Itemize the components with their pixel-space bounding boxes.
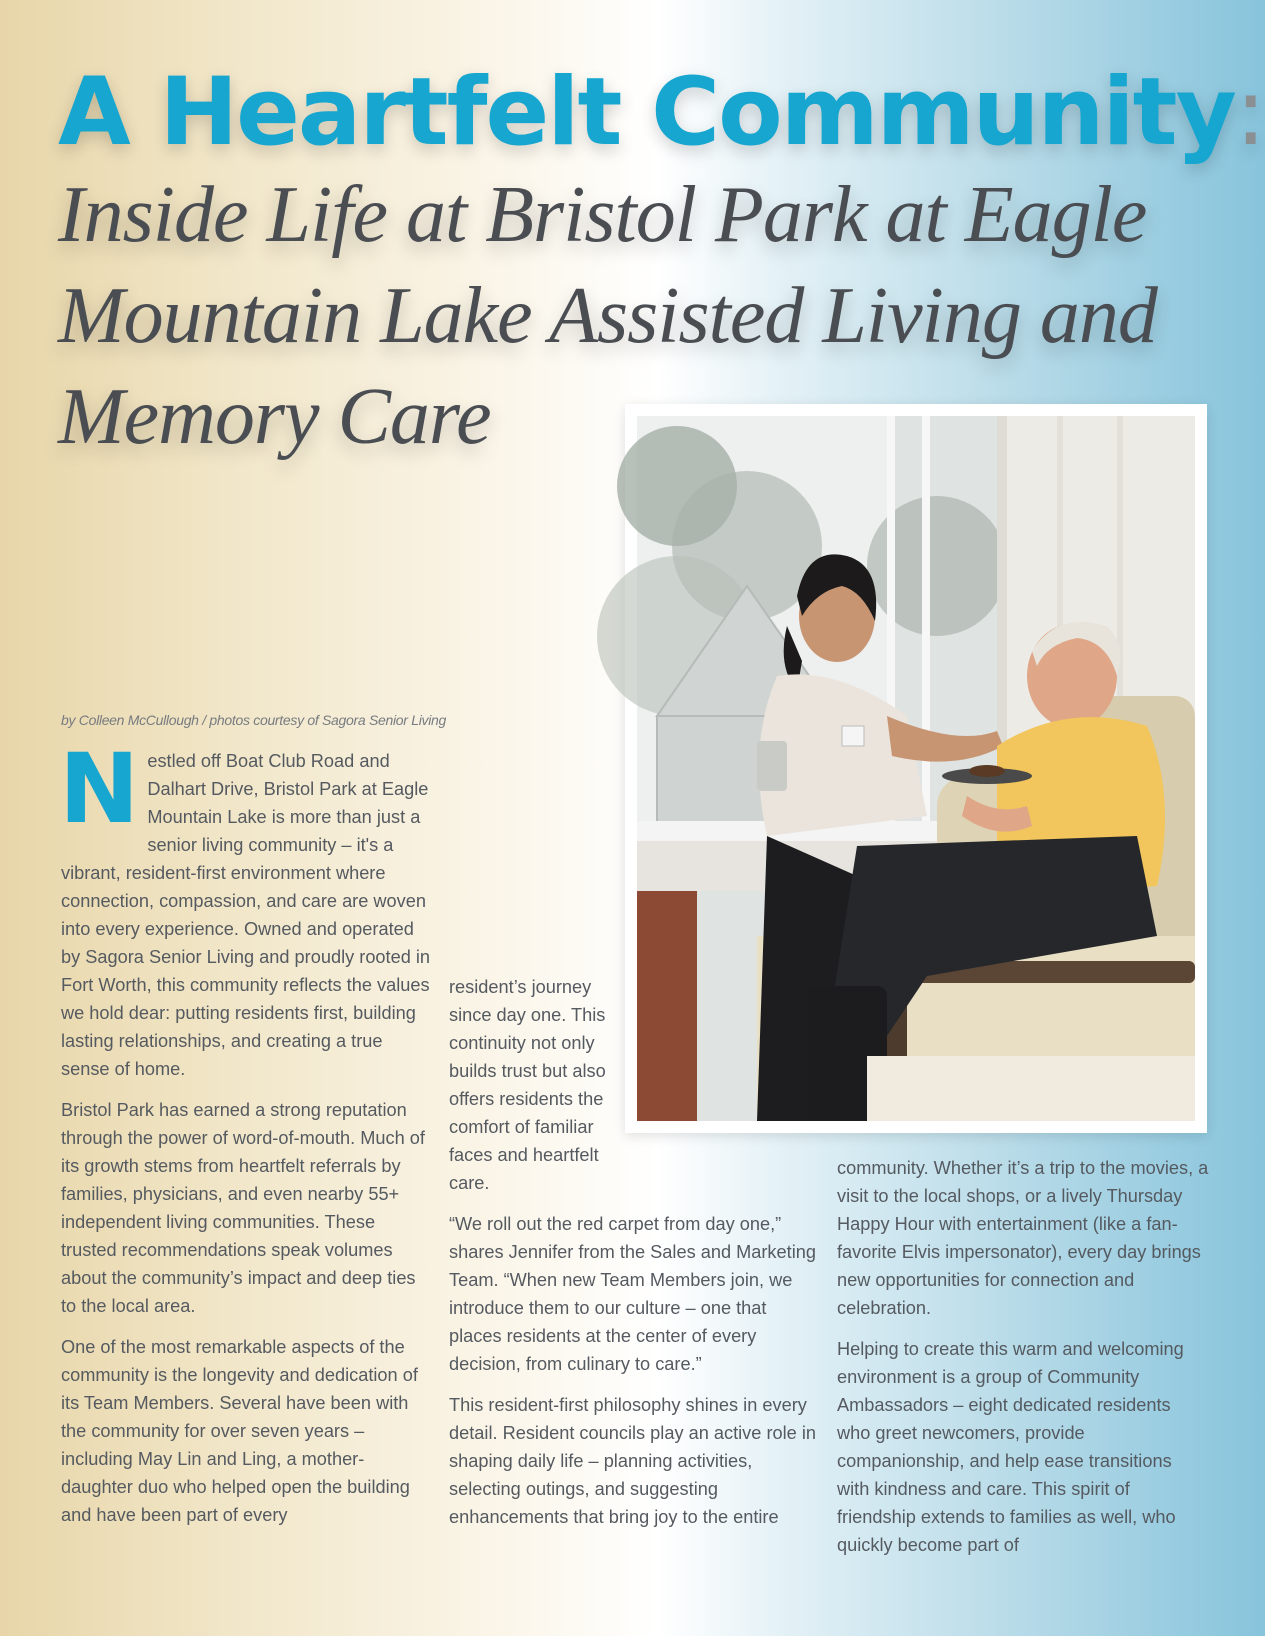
article-subtitle: Inside Life at Bristol Park at Eagle Mountain Lake Assisted Living and Memory Care: [58, 171, 1157, 461]
paragraph: “We roll out the red carpet from day one,” shares Jennifer from the Sales and Marketing Team. “When new Team Members join, we introduce them to our culture – one that places residents at the center of every decision, from culinary to care.”: [449, 1214, 816, 1374]
article-title-text: A Heartfelt Community: [58, 58, 1235, 167]
paragraph: One of the most remarkable aspects of the community is the longevity and dedication of its Team Members. Several have been with the community for over seven years –including May Lin and Ling, a mother-daughter duo who helped open the building and have been part of every: [61, 1337, 418, 1525]
article-column-3: [837, 1154, 1209, 1572]
paragraph: This resident-first philosophy shines in every detail. Resident councils play an active role in shaping daily life – planning activities, selecting outings, and suggesting enhancements that bring joy to the entire: [449, 1395, 816, 1527]
paragraph: Bristol Park has earned a strong reputation through the power of word-of-mouth. Much of its growth stems from heartfelt referrals by families, physicians, and even nearby 55+ independent living communities. These trusted recommendations speak volumes about the community’s impact and deep ties to the local area.: [61, 1100, 425, 1316]
article-title-colon: :: [1234, 58, 1265, 167]
article-column-2: [449, 973, 821, 1544]
paragraph-text: estled off Boat Club Road and Dalhart Drive, Bristol Park at Eagle Mountain Lake is more than just a senior living community – it's a vibrant, resident-first environment where connection, compassion, and care are woven into every experience. Owned and operated by Sagora Senior Living and proudly rooted in Fort Worth, this community reflects the values we hold dear: putting residents first, building lasting relationships, and creating a true sense of home.: [61, 751, 431, 1079]
paragraph: [59, 733, 433, 1083]
drop-cap: N: [59, 733, 140, 845]
paragraph: Helping to create this warm and welcoming environment is a group of Community Ambassadors – eight dedicated residents who greet newcomers, provide companionship, and help ease transitions with kindness and care. This spirit of friendship extends to families as well, who quickly become part of: [837, 1339, 1184, 1555]
paragraph: resident’s journey since day one. This continuity not only builds trust but also offers residents the comfort of familiar faces and heartfelt care.: [449, 977, 606, 1193]
paragraph: community. Whether it’s a trip to the movies, a visit to the local shops, or a lively Thursday Happy Hour with entertainment (like a fan-favorite Elvis impersonator), every day brings new opportunities for connection and celebration.: [837, 1158, 1209, 1318]
byline: by Colleen McCullough / photos courtesy of Sagora Senior Living: [61, 712, 446, 728]
article-title: [58, 58, 1265, 168]
article-column-1: [59, 733, 433, 1542]
